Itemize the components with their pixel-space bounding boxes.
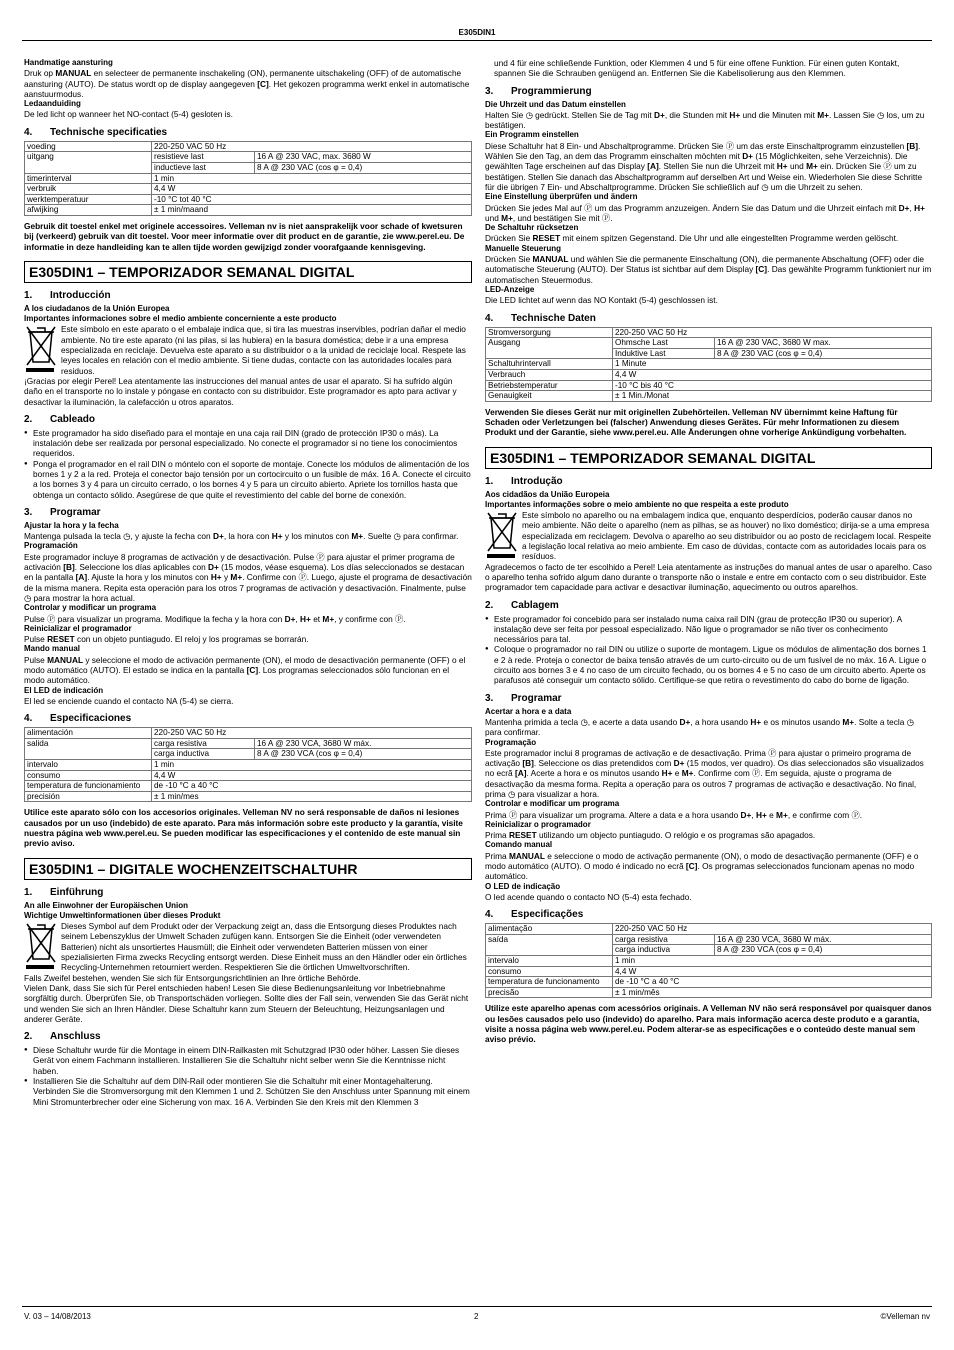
spec-value: 220-250 VAC 50 Hz — [613, 924, 932, 935]
es-program-sub-4: Reinicializar el programador — [24, 623, 132, 633]
pt-wiring-list — [485, 614, 932, 686]
spec-row — [486, 391, 932, 402]
spec-label: intervalo — [486, 956, 613, 967]
de-section-banner: E305DIN1 – DIGITALE WOCHENZEITSCHALTUHR — [24, 858, 472, 880]
spec-label: werktemperatuur — [25, 194, 152, 205]
de-intro-text-1: Falls Zweifel bestehen, wenden Sie sich für Entsorgungsrichtlinien an Ihre örtliche Behörde. — [24, 972, 361, 983]
pt-program-text-6: O led acende quando o contacto NO (5-4) esta fechado. — [485, 891, 692, 902]
spec-row — [486, 977, 932, 988]
spec-value: 8 A @ 230 VCA (cos φ = 0,4) — [255, 749, 472, 760]
es-program-text-5: Pulse MANUAL y seleccione el modo de activación permanente (ON), el modo de desactivación permanente (OFF) o el modo automático (AUTO). El estado se indica en la pantalla [C]. Los programas seleccionados sólo funcionan en el modo automático. — [24, 654, 466, 686]
es-wiring-list — [24, 428, 472, 500]
es-program-text-3: Pulse Ⓟ para visualizar un programa. Modifique la fecha y la hora con D+, H+ et M+, y confirme con Ⓟ. — [24, 613, 406, 624]
pt-disclaimer: Utilize este aparelho apenas com acessórios originais. A Velleman NV não será responsável por quaisquer danos ou lesões causados pelo uso (indevido) do aparelho. Para mais informação acerca deste produto e a garantia, visite a nossa página web www.perel.eu. Podem alterar-se as especificações e o conteúdo deste manual sem aviso prévio. — [485, 1003, 932, 1045]
spec-value: -10 °C bis 40 °C — [613, 380, 932, 391]
nl-manual-text: Druk op MANUAL en selecteer de permanente inschakeling (ON), permanente uitschakeling (OFF) of de automatische aansturing (AUTO). De status wordt op de display aangegeven [C]. Het gekozen programma werkt enkel in automatische aanstuurmodus. — [24, 68, 470, 99]
spec-row — [486, 966, 932, 977]
spec-value: 4,4 W — [613, 966, 932, 977]
pt-program-text-1: Mantenha primida a tecla ◷, e acerte a data usando D+, a hora usando H+ e os minutos usando M+. Solte a tecla ◷ para confirmar. — [485, 716, 914, 738]
es-program-text-4: Pulse RESET con un objeto puntiagudo. El reloj y los programas se borrarán. — [24, 634, 309, 645]
pt-intro-heading: 1. Introdução — [485, 475, 563, 487]
nl-disclaimer: Gebruik dit toestel enkel met originele accessoires. Velleman nv is niet aansprakelijk voor schade of kwetsuren bij (verkeerd) gebruik van dit toestel. Voor meer informatie over dit product en de garantie, zie www.perel.eu. De informatie in deze handleiding kan te allen tijde worden gewijzigd zonder voorafgaande kennisgeving. — [24, 220, 465, 252]
spec-label: Schaltuhrintervall — [486, 359, 613, 370]
pt-wiring-item-1: ● Este programador foi concebido para ser instalado numa caixa rail DIN (grau de protecção IP30 ou superior). A instalação deve ser feita por pessoal especializado. Não ligue o programador se não tiver os conhecimento necessários para tal. — [494, 614, 932, 645]
spec-row — [486, 338, 932, 349]
spec-value: ± 1 min/mes — [152, 791, 472, 802]
pt-program-sub-5: Comando manual — [485, 840, 553, 850]
pt-spec-heading: 4. Especificações — [485, 909, 584, 921]
spec-label: salida — [25, 738, 152, 759]
nl-spec-table — [24, 141, 472, 216]
spec-label: precisión — [25, 791, 152, 802]
spec-label: alimentação — [486, 924, 613, 935]
es-wiring-item-1: ● Este programador ha sido diseñado para el montaje en una caja rail DIN (grado de protección IP30 o más). La instalación debe ser realizada por personal especializado. No conecte el programador si no tiene los conocimientos requeridos. — [33, 428, 472, 459]
pt-eu-subheading: Aos cidadãos da União Europeia — [485, 489, 610, 499]
pt-weee-paragraph: Este símbolo no aparelho ou na embalagem indica que, enquanto desperdícios, poderão causar danos no meio ambiente. Não deite o aparelho (nem as pilhas, se as houver) no lixo doméstico; dirija-se a uma empresa especializada em reciclagem. Devolva o aparelho ao seu distribuidor ou ao posto de reciclagem local. Respeite a legislação local relativa ao meio ambiente. Em caso de dúvidas, contacte com as autoridades locais para os resíduos. — [485, 510, 932, 561]
spec-sublabel: carga inductiva — [613, 945, 715, 956]
spec-value: 8 A @ 230 VAC (cos φ = 0,4) — [255, 162, 472, 173]
spec-label: timerinterval — [25, 173, 152, 184]
spec-label: Verbrauch — [486, 369, 613, 380]
de-program-text-5: Drücken Sie MANUAL und wählen Sie die permanente Einschaltung (ON), die permanente Abschaltung (OFF) oder die automatische Steuerung (AUTO). Der Status ist sichtbar auf dem Display [C]. Das gewählte Programm funktioniert nur im automatischen Steuermodus. — [485, 254, 932, 285]
de-program-text-2: Diese Schaltuhr hat 8 Ein- und Abschaltprogramme. Drücken Sie Ⓟ um das erste Einschaltprogramm einzustellen [B]. Wählen Sie den Tag, an dem das Programm einschalten möchten mit D+ (15 Möglichkeiten, sehe Verzeichnis). Die gewählten Tage erscheinen auf das Display [A]. Stellen Sie nun die Uhrzeit mit H+ und M+ ein. Drücken Sie Ⓟ um zu bestätigen. Stellen Sie danach das Abschaltprogramm auf derselben Art und Weise ein. Wiederholen Sie diese Schritte für die übrigen 7 Ein- und Abschaltprogramme. Drücken Sie schließlich auf ◷ um die Uhrzeit zu sehen. — [485, 140, 923, 192]
es-program-sub-6: El LED de indicación — [24, 685, 104, 695]
de-program-heading: 3. Programmierung — [485, 85, 592, 97]
pt-program-text-2: Este programador inclui 8 programas de activação e de desactivação. Prima Ⓟ para ajustar o primeiro programa de activação [B]. Seleccione os dias pretendidos com D+ (15 modos, ver quadro). Os dias seleccionados são visualizados no ecrã [A]. Acerte a hora e os minutos usando H+ e M+. Confirme com Ⓟ. Em seguida, ajuste o programa de desactivação da mesma forma. Repita a operação para os outros 7 programas de activação e desactivação. No final, prima ◷ para visualizar a hora. — [485, 747, 924, 799]
spec-label: verbruik — [25, 184, 152, 195]
spec-row — [486, 359, 932, 370]
spec-sublabel: carga resistiva — [152, 738, 255, 749]
de-spec-heading: 4. Technische Daten — [485, 312, 596, 324]
es-program-sub-1: Ajustar la hora y la fecha — [24, 520, 119, 530]
de-wiring-item-2-cont: und 4 für eine schließende Funktion, oder Klemmen 4 und 5 für eine offene Funktion. Für einen guten Kontakt, spannen Sie die Schrauben genügend an. Entfernen Sie die Kabelisolierung aus den Klemmen. — [494, 58, 900, 79]
de-disclaimer: Verwenden Sie dieses Gerät nur mit originellen Zubehörteilen. Velleman NV übernimmt keine Haftung für Schaden oder Verletzungen bei (falscher) Anwendung dieses Gerätes. Für mehr Informationen zu diesem Produkt und der Garantie, siehe www.perel.eu. Alle Änderungen ohne vorherige Ankündigung vorbehalten. — [485, 406, 907, 438]
nl-spec-heading: 4. Technische specificaties — [24, 126, 168, 138]
spec-label: afwijking — [25, 205, 152, 216]
es-program-sub-2: Programación — [24, 541, 78, 551]
nl-manual-title: Handmatige aansturing — [24, 58, 113, 67]
spec-value: 8 A @ 230 VCA (cos φ = 0,4) — [715, 945, 932, 956]
spec-label: Ausgang — [486, 338, 613, 359]
es-spec-heading: 4. Especificaciones — [24, 713, 132, 725]
de-program-text-4: Drücken Sie RESET mit einem spitzen Gegenstand. Die Uhr und alle eingestellten Programme werden gelöscht. — [485, 233, 899, 244]
de-wiring-list — [24, 1045, 472, 1107]
es-program-text-6: El led se enciende cuando el contacto NA (5-4) se cierra. — [24, 695, 234, 706]
spec-value: 16 A @ 230 VAC, max. 3680 W — [255, 152, 472, 163]
spec-label: uitgang — [25, 152, 152, 173]
spec-label: precisão — [486, 987, 613, 998]
spec-label: alimentación — [25, 728, 152, 739]
es-spec-table — [24, 727, 472, 802]
spec-sublabel: resistieve last — [152, 152, 255, 163]
de-program-sub-4: De Schaltuhr rücksetzen — [485, 223, 579, 233]
es-program-heading: 3. Programar — [24, 506, 101, 518]
pt-program-sub-3: Controlar e modificar um programa — [485, 799, 620, 809]
spec-label: consumo — [25, 770, 152, 781]
pt-wiring-heading: 2. Cablagem — [485, 599, 559, 611]
spec-label: Genauigkeit — [486, 391, 613, 402]
de-wiring-item-1: ● Diese Schaltuhr wurde für die Montage in einem DIN-Railkasten mit Schutzgrad IP30 oder höher. Lassen Sie dieses Gerät von einem Fachmann installieren. Installieren Sie die Schaltuhr nicht selber wenn Sie die Kenntnisse nicht haben. — [33, 1045, 472, 1076]
right-column — [485, 58, 932, 1045]
spec-value: 220-250 VAC 50 Hz — [152, 728, 472, 739]
es-wiring-item-2: ● Ponga el programador en el rail DIN o móntelo con el soporte de montaje. Conecte los módulos de alimentación de los bornes 1 y 2 a la red. Proteja el conector bajo tensión por un cortocircuito o un fusible de máx. 16 A. Conecte el circuito a los bornes 3 y 4 para un circuito cerrado, o los bornes 4 y 5 para un circuito abierto. Apriete los tornillos hasta que obtenga un contacto sólido. Asegúrese de que quite el revestimiento del cable del borne de conexión. — [33, 459, 472, 500]
spec-row — [25, 760, 472, 771]
spec-sublabel: carga inductiva — [152, 749, 255, 760]
de-program-sub-1: Die Uhrzeit und das Datum einstellen — [485, 99, 626, 109]
spec-value: 16 A @ 230 VCA, 3680 W máx. — [715, 934, 932, 945]
de-program-text-6: Die LED lichtet auf wenn das NO Kontakt (5-4) geschlossen ist. — [485, 295, 718, 306]
spec-row — [486, 924, 932, 935]
pt-program-sub-4: Reinicializar o programador — [485, 819, 591, 829]
spec-row — [25, 141, 472, 152]
es-eu-subheading: A los ciudadanos de la Unión Europea — [24, 303, 170, 313]
nl-led-text: De led licht op wanneer het NO-contact (5-4) gesloten is. — [24, 109, 233, 120]
spec-row — [486, 934, 932, 945]
weee-bin-icon — [24, 921, 58, 971]
spec-value: 220-250 VAC 50 Hz — [152, 141, 472, 152]
spec-label: temperatura de funcionamiento — [25, 781, 152, 792]
footer-version: V. 03 – 14/08/2013 — [24, 1312, 91, 1321]
pt-program-text-3: Prima Ⓟ para visualizar um programa. Altere a data e a hora usando D+, H+ e M+, e confirme com Ⓟ. — [485, 809, 863, 820]
de-program-sub-5: Manuelle Steuerung — [485, 243, 562, 253]
spec-row — [486, 956, 932, 967]
spec-row — [25, 184, 472, 195]
spec-value: 16 A @ 230 VCA, 3680 W máx. — [255, 738, 472, 749]
spec-sublabel: Ohmsche Last — [613, 338, 715, 349]
spec-value: 4,4 W — [152, 184, 472, 195]
footer-divider — [22, 1306, 932, 1307]
es-section-banner: E305DIN1 – TEMPORIZADOR SEMANAL DIGITAL — [24, 261, 472, 283]
pt-program-heading: 3. Programar — [485, 692, 562, 704]
spec-row — [25, 194, 472, 205]
spec-value: 1 min — [152, 173, 472, 184]
spec-value: 1 min — [613, 956, 932, 967]
spec-value: -10 °C tot 40 °C — [152, 194, 472, 205]
pt-program-sub-6: O LED de indicação — [485, 881, 561, 891]
nl-led-title: Ledaanduiding — [24, 99, 81, 109]
spec-row — [486, 369, 932, 380]
header-divider — [22, 40, 932, 41]
de-program-sub-2: Ein Programm einstellen — [485, 130, 579, 140]
spec-label: voeding — [25, 141, 152, 152]
de-wiring-heading: 2. Anschluss — [24, 1031, 101, 1043]
de-weee-paragraph: Dieses Symbol auf dem Produkt oder der Verpackung zeigt an, dass die Entsorgung dieses Produktes nach seinem Lebenszyklus der Umwelt Schaden zufügen kann. Entsorgen Sie die Einheit (oder verwendeten Batterien) nicht als unsortiertes Hausmüll; die Einheit oder verwendeten Batterien müssen von einer spezialisierten Firma zwecks Recycling entsorgt werden. Diese Einheit muss an den Händler oder ein örtliches Recycling-Unternehmen retourniert werden. Respektieren Sie die örtlichen Umweltvorschriften. — [24, 921, 472, 972]
de-program-sub-6: LED-Anzeige — [485, 284, 535, 294]
spec-row — [486, 327, 932, 338]
de-eu-subheading: An alle Einwohner der Europäischen Union — [24, 900, 189, 910]
weee-bin-icon — [24, 324, 58, 374]
de-intro-text-2: Vielen Dank, dass Sie sich für Perel entschieden haben! Lesen Sie diese Bedienungsanleitung vor Inbetriebnahme sorgfältig durch. Überprüfen Sie, ob Transportschäden vorliegen. Sollte dies der Fall sein, verwenden Sie das Gerät nicht und wenden Sie sich an Ihren Händler. Diese Schaltuhr kann zum Steuern der Beleuchtung, Heizungsanlagen und anderer Geräte. — [24, 982, 469, 1024]
spec-label: Stromversorgung — [486, 327, 613, 338]
spec-value: ± 1 Min./Monat — [613, 391, 932, 402]
es-program-text-1: Mantenga pulsada la tecla ◷, y ajuste la fecha con D+, la hora con H+ y los minutos con M+. Suelte ◷ para confirmar. — [24, 531, 459, 542]
es-program-sub-3: Controlar y modificar un programa — [24, 603, 157, 613]
es-thanks-paragraph: ¡Gracias por elegir Perel! Lea atentamente las instrucciones del manual antes de usar el aparato. Si ha sufrido algún daño en el transporte no lo instale y póngase en contacto con su distribuidor. Este programador es apto para activar y desactivar la iluminación, la calefacción u otros aparatos. — [24, 375, 457, 407]
spec-sublabel: carga resistiva — [613, 934, 715, 945]
de-env-subheading: Wichtige Umweltinformationen über dieses Produkt — [24, 910, 221, 920]
spec-row — [25, 173, 472, 184]
de-program-text-1: Halten Sie ◷ gedrückt. Stellen Sie de Tag mit D+, die Stunden mit H+ und die Minuten mit M+. Lassen Sie ◷ los, um zu bestätigen. — [485, 109, 925, 131]
es-program-text-2: Este programador incluye 8 programas de activación y de desactivación. Pulse Ⓟ para ajustar el primer programa de activación [B]. Seleccione los días aplicables con D+ (15 modos, véase esquema). Los días seleccionados se destacan en la pantalla [A]. Ajuste la hora y los minutos con H+ y M+. Confirme con Ⓟ. Luego, ajuste el programa de desactivación de la misma manera. Repita esta operación para los otros 7 programas de activación y desactivación. Finalmente, pulse ◷ para mostrar la hora actual. — [24, 551, 472, 603]
de-spec-table — [485, 327, 932, 402]
spec-value: 220-250 VAC 50 Hz — [613, 327, 932, 338]
spec-sublabel: inductieve last — [152, 162, 255, 173]
spec-label: intervalo — [25, 760, 152, 771]
pt-env-subheading: Importantes informações sobre o meio ambiente no que respeita a este produto — [485, 499, 789, 509]
weee-bin-icon — [485, 510, 519, 560]
de-wiring-item-2: ● Installieren Sie die Schaltuhr auf dem DIN-Rail oder montieren Sie die Schaltuhr mit einer Montagehalterung. Verbinden Sie die Stromversorgung mit den Klemmen 1 und 2. Schützen Sie den Anschluss unter Spannung mit einem Mini Stromunterbrecher oder eine Sicherung von max. 16 A. Verbinden Sie den Kreis mit den Klemmen 3 — [33, 1076, 472, 1107]
es-intro-heading: 1. Introducción — [24, 289, 111, 301]
spec-row — [25, 738, 472, 749]
spec-row — [25, 781, 472, 792]
spec-row — [25, 152, 472, 163]
pt-wiring-item-2: ● Coloque o programador no rail DIN ou utilize o suporte de montagem. Ligue os módulos de alimentação dos bornes 1 e 2 à rede. Proteja o conector de baixa tensão através de um curto-circuito ou de um fusível de no máx. 16 A. Ligue o circuito aos bornes 3 e 4 no caso de um circuito fechado, ou os bornes 4 e 5 no caso de um circuito aberto. Aperte os parafusos até conseguir um contacto sólido. Certifique-se que retira o revestimento do cabo do borne de ligação. — [494, 644, 932, 685]
spec-sublabel: Induktive Last — [613, 348, 715, 359]
spec-value: de -10 °C a 40 °C — [152, 781, 472, 792]
es-disclaimer: Utilice este aparato sólo con los accesorios originales. Velleman NV no será responsable de daños ni lesiones causados por un uso (indebido) de este aparato. Para más información sobre este producto y la garantía, visite nuestra página web www.perel.eu. Se pueden modificar las especificaciones y el contenido de este manual sin previo aviso. — [24, 807, 463, 849]
de-program-sub-3: Eine Einstellung überprüfen und ändern — [485, 192, 638, 202]
es-env-subheading: Importantes informaciones sobre el medio ambiente concerniente a este producto — [24, 314, 337, 324]
spec-value: 4,4 W — [152, 770, 472, 781]
de-intro-heading: 1. Einführung — [24, 886, 104, 898]
spec-label: temperatura de funcionamento — [486, 977, 613, 988]
page-header-code: E305DIN1 — [458, 28, 496, 37]
left-column — [24, 58, 472, 1107]
spec-row — [486, 987, 932, 998]
es-program-sub-5: Mando manual — [24, 644, 81, 654]
es-wiring-heading: 2. Cableado — [24, 413, 96, 425]
footer-page-number: 2 — [474, 1312, 479, 1321]
spec-value: 8 A @ 230 VAC (cos φ = 0,4) — [715, 348, 932, 359]
footer-copyright: ©Velleman nv — [880, 1312, 930, 1321]
pt-program-sub-2: Programação — [485, 737, 537, 747]
spec-label: consumo — [486, 966, 613, 977]
spec-value: ± 1 min/mês — [613, 987, 932, 998]
pt-section-banner: E305DIN1 – TEMPORIZADOR SEMANAL DIGITAL — [485, 447, 932, 469]
pt-program-sub-1: Acertar a hora e a data — [485, 706, 572, 716]
spec-row — [25, 791, 472, 802]
spec-label: Betriebstemperatur — [486, 380, 613, 391]
spec-label: saída — [486, 934, 613, 955]
pt-spec-table — [485, 923, 932, 998]
spec-value: ± 1 min/maand — [152, 205, 472, 216]
pt-thanks-paragraph: Agradecemos o facto de ter escolhido a Perel! Leia atentamente as instruções do manual antes de usar o aparelho. Caso o aparelho tenha sofrido algum dano durante o transporte não o instale e entre em contacto com o seu distribuidor. Este programador tem capacidade para activar e desactivar iluminação, aquecimento ou outros aparelhos. — [485, 561, 932, 593]
spec-value: 4,4 W — [613, 369, 932, 380]
spec-value: 1 Minute — [613, 359, 932, 370]
spec-row — [25, 770, 472, 781]
spec-row — [25, 728, 472, 739]
spec-value: de -10 °C a 40 °C — [613, 977, 932, 988]
spec-value: 16 A @ 230 VAC, 3680 W max. — [715, 338, 932, 349]
spec-value: 1 min — [152, 760, 472, 771]
pt-program-text-4: Prima RESET utilizando um objecto puntiagudo. O relógio e os programas são apagados. — [485, 830, 816, 841]
pt-program-text-5: Prima MANUAL e seleccione o modo de activação permanente (ON), o modo de desactivação permanente (OFF) e o modo automático (AUTO). O modo é indicado no ecrã [C]. Os programas seleccionados funcionam apenas no modo automático. — [485, 850, 919, 882]
es-weee-paragraph: Este símbolo en este aparato o el embalaje indica que, si tira las muestras inservibles, podrían dañar el medio ambiente. No tire este aparato (ni las pilas, si las hubiera) en la basura doméstica; debe ir a una empresa especializada en reciclaje. Devuelva este aparato a su distribuidor o a la unidad de reciclaje local. Respete las leyes locales en relación con el medio ambiente. Si tiene dudas, contacte con las autoridades locales para residuos. — [24, 324, 472, 375]
de-program-text-3: Drücken Sie jedes Mal auf Ⓟ um das Programm anzuzeigen. Ändern Sie das Datum und die Uhrzeit einfach mit D+, H+ und M+, und bestätigen Sie mit Ⓟ. — [485, 202, 925, 223]
spec-row — [25, 205, 472, 216]
spec-row — [486, 380, 932, 391]
